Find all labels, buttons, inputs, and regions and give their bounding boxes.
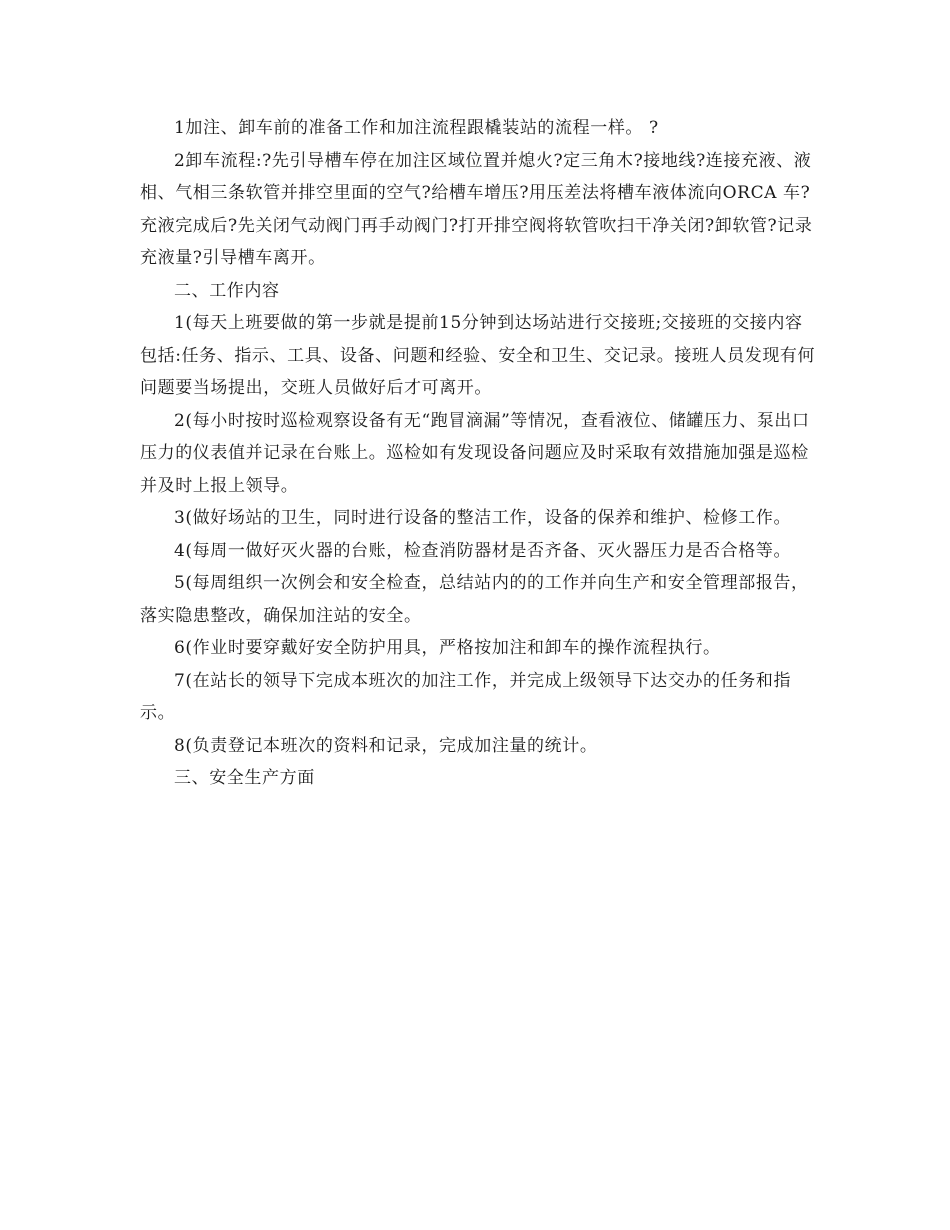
document-body	[140, 112, 820, 795]
paragraph-item-4: 4(每周一做好灭火器的台账，检查消防器材是否齐备、灭火器压力是否合格等。	[174, 540, 792, 561]
section-heading-safety: 三、安全生产方面	[174, 768, 315, 788]
paragraph-item-1: 1(每天上班要做的第一步就是提前15分钟到达场站进行交接班;交接班的交接内容包括:任务、指示、工具、设备、问题和经验、安全和卫生、交记录。接班人员发现有何问题要当场提出，交班人员做好后才可离开。	[140, 313, 816, 398]
paragraph-unloading-process: 2卸车流程:?先引导槽车停在加注区域位置并熄火?定三角木?接地线?连接充液、液相、气相三条软管并排空里面的空气?给槽车增压?用压差法将槽车液体流向ORCA 车?充液完成后?先关闭气动阀门再手动阀门?打开排空阀将软管吹扫干净关闭?卸软管?记录充液量?引导槽车离开。	[140, 150, 813, 268]
paragraph-item-6: 6(作业时要穿戴好安全防护用具，严格按加注和卸车的操作流程执行。	[174, 638, 721, 658]
paragraph-item-2: 2(每小时按时巡检观察设备有无“跑冒滴漏”等情况，查看液位、储罐压力、泵出口压力的仪表值并记录在台账上。巡检如有发现设备问题应及时采取有效措施加强是巡检并及时上报上领导。	[140, 410, 810, 496]
paragraph-item-7: 7(在站长的领导下完成本班次的加注工作，并完成上级领导下达交办的任务和指示。	[140, 670, 792, 723]
paragraph-item-3: 3(做好场站的卫生，同时进行设备的整洁工作，设备的保养和维护、检修工作。	[174, 508, 792, 528]
paragraph-prep-work: 1加注、卸车前的准备工作和加注流程跟橇装站的流程一样。 ?	[174, 118, 659, 138]
paragraph-item-8: 8(负责登记本班次的资料和记录，完成加注量的统计。	[174, 735, 598, 756]
paragraph-item-5: 5(每周组织一次例会和安全检查，总结站内的的工作并向生产和安全管理部报告，落实隐患整改，确保加注站的安全。	[140, 573, 809, 626]
section-heading-work-content: 二、工作内容	[174, 280, 280, 301]
